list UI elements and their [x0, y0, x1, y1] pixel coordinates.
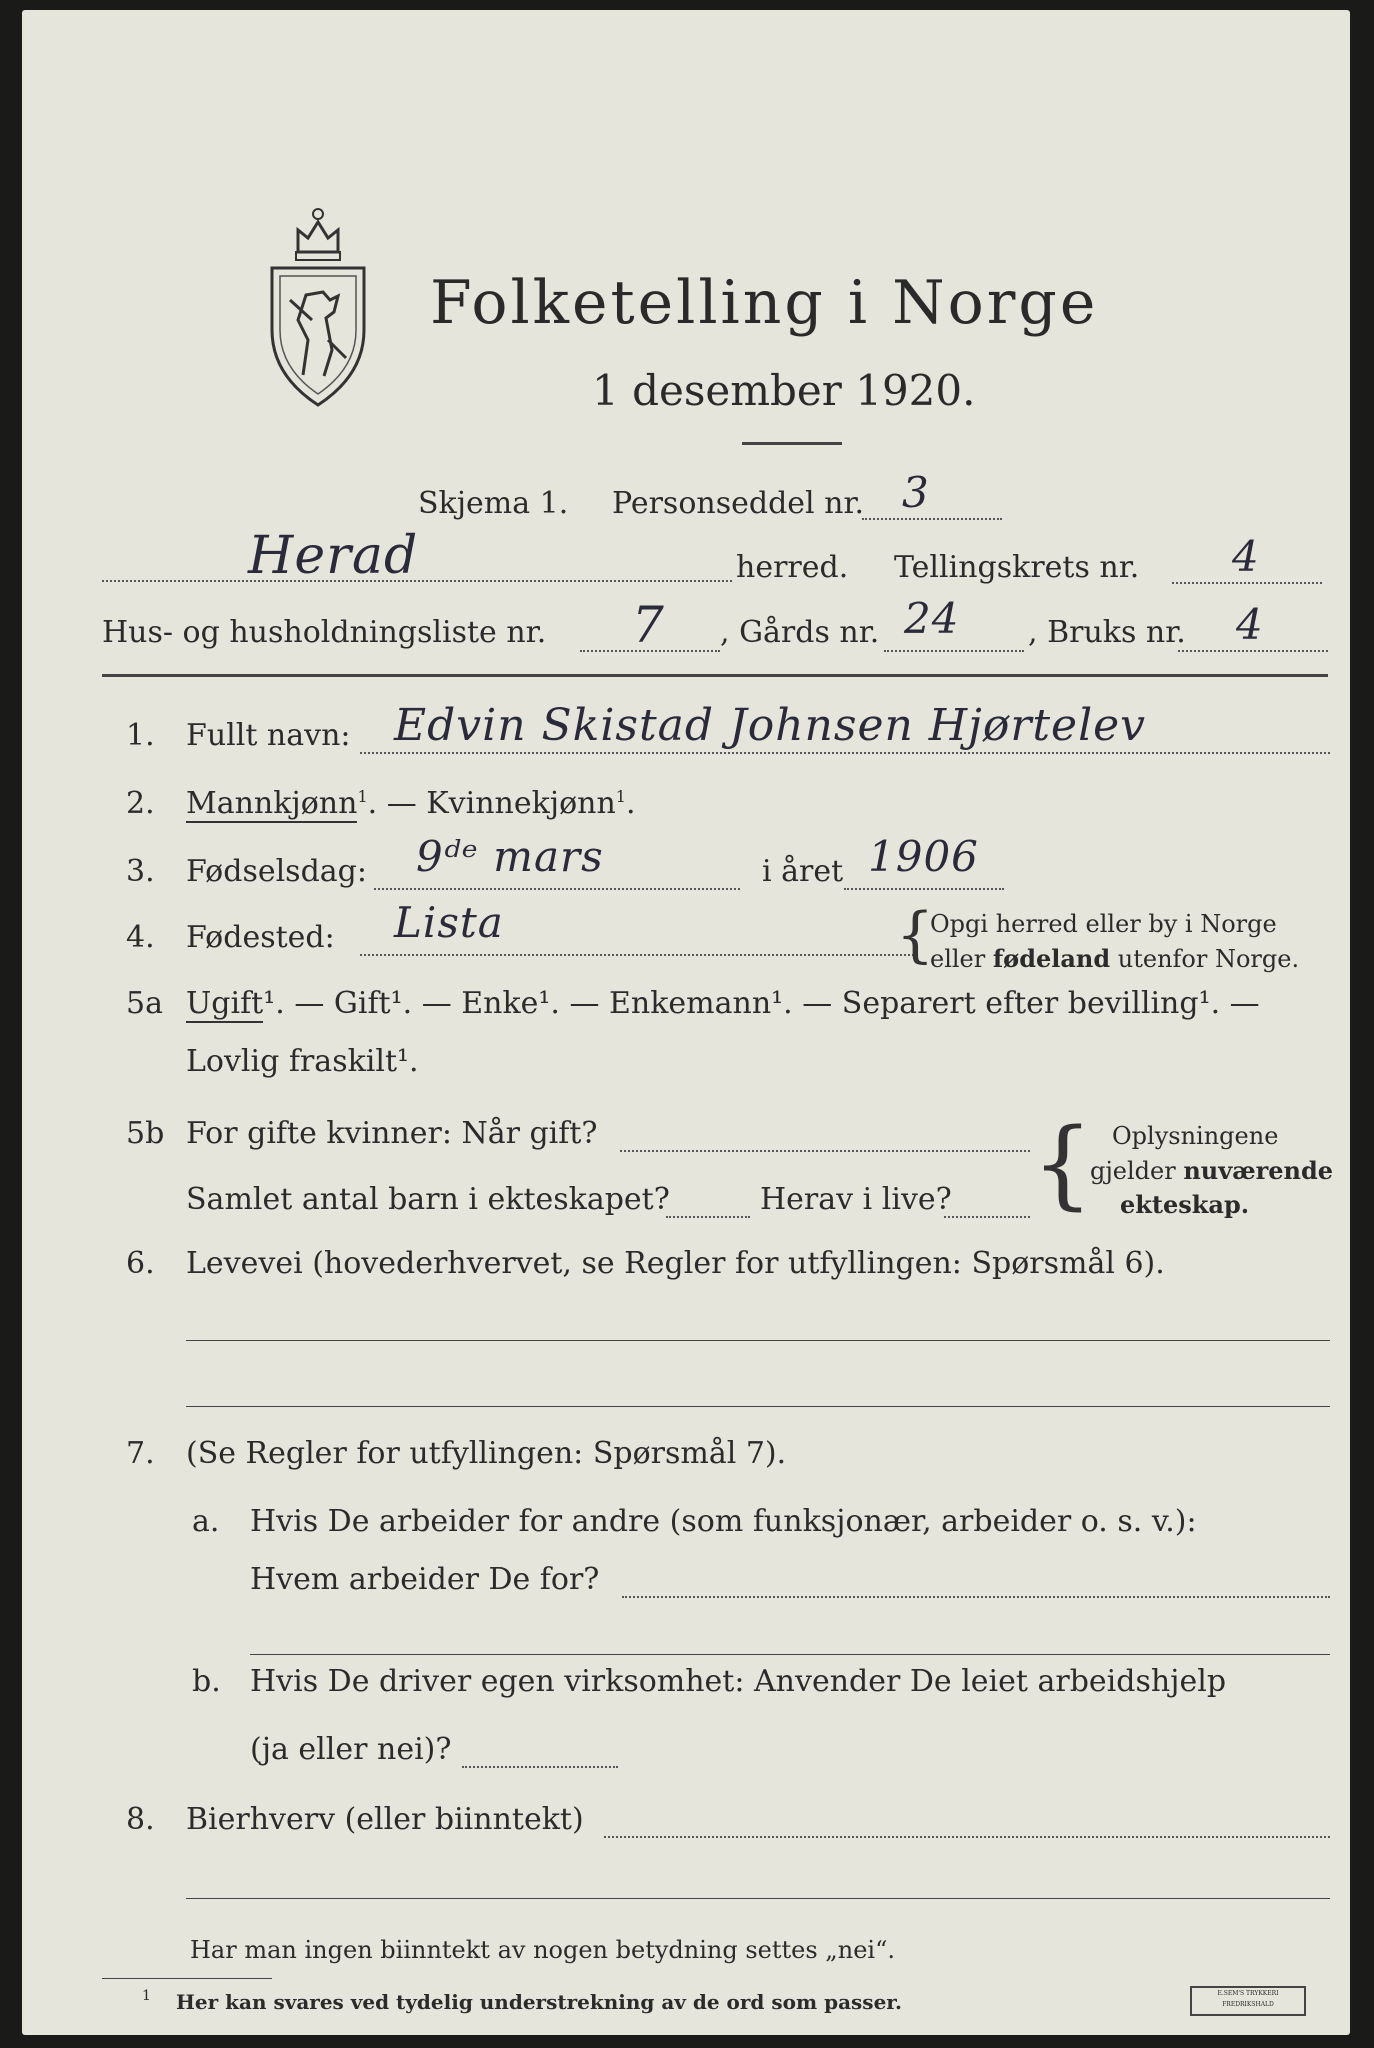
q5b-note-nuvaerende: nuværende	[1183, 1156, 1334, 1185]
q1-line	[360, 752, 1330, 754]
gards-label: , Gårds nr.	[720, 615, 880, 650]
q8-label: Bierhverv (eller biinntekt)	[186, 1802, 584, 1837]
schema-label: Skjema 1.	[418, 486, 569, 521]
birthplace-value: Lista	[394, 898, 504, 947]
q4-note-eller: eller	[930, 945, 993, 973]
q8-answer-line	[604, 1836, 1330, 1838]
q4-label: Fødested:	[186, 920, 335, 955]
bruks-value: 4	[1236, 600, 1264, 649]
bruks-line	[1178, 650, 1328, 652]
q5b-alive-label: Herav i live?	[760, 1182, 952, 1217]
q7a-answer-line2	[250, 1654, 1330, 1655]
footnote-text: Her kan svares ved tydelig understrekning av de ord som passer.	[176, 1990, 902, 2014]
q7b-line1: Hvis De driver egen virksomhet: Anvender De leiet arbeidshjelp	[250, 1664, 1227, 1699]
q5a-line2: Lovlig fraskilt¹.	[186, 1044, 419, 1079]
q8-number: 8.	[126, 1802, 155, 1837]
full-name-value: Edvin Skistad Johnsen Hjørtelev	[394, 700, 1147, 751]
q5b-note-line2	[1090, 1156, 1333, 1185]
q5b-married-line	[620, 1150, 1030, 1152]
q5a-options	[186, 986, 1260, 1021]
personseddel-label: Personseddel nr.	[612, 486, 865, 521]
q4-note-line1: Opgi herred eller by i Norge	[930, 910, 1277, 938]
personseddel-line	[862, 518, 1002, 520]
census-date: 1 desember 1920.	[592, 366, 976, 415]
q4-brace: {	[896, 900, 935, 970]
q7-label: (Se Regler for utfyllingen: Spørsmål 7).	[186, 1436, 787, 1471]
q8-answer-line2	[186, 1898, 1330, 1899]
q5b-note-gjelder: gjelder	[1090, 1157, 1184, 1185]
q5b-children-line	[666, 1216, 750, 1218]
herred-value: Herad	[248, 526, 419, 586]
birth-year-value: 1906	[868, 832, 979, 881]
herred-label: herred.	[736, 550, 849, 585]
q5a-other-options: ¹. — Gift¹. — Enke¹. — Enkemann¹. — Separert efter bevilling¹. —	[263, 986, 1260, 1021]
q2-male-sup: 1	[357, 787, 368, 806]
title-divider	[742, 442, 842, 445]
birthday-line	[374, 888, 740, 890]
q3-label: Fødselsdag:	[186, 854, 367, 889]
q7a-line2: Hvem arbeider De for?	[250, 1562, 600, 1597]
ugift-option-underlined: Ugift	[186, 986, 264, 1021]
q7a-answer-line	[622, 1596, 1330, 1598]
year-line	[844, 888, 1004, 890]
q4-note-fodeland: fødeland	[992, 944, 1111, 973]
q1-number: 1.	[126, 718, 155, 753]
q4-note-utenfor: utenfor Norge.	[1110, 945, 1300, 973]
tellingskrets-value: 4	[1232, 532, 1260, 581]
q7b-answer-line	[462, 1766, 618, 1768]
q5b-note-line3: ekteskap.	[1120, 1190, 1250, 1219]
q5b-brace: {	[1032, 1108, 1094, 1220]
birthday-value: 9ᵈᵉ mars	[416, 832, 604, 881]
census-form-page	[22, 10, 1350, 2035]
footnote-divider	[102, 1978, 272, 1979]
q5b-line1: For gifte kvinner: Når gift?	[186, 1116, 598, 1151]
q3-number: 3.	[126, 854, 155, 889]
q5b-children-label: Samlet antal barn i ekteskapet?	[186, 1182, 670, 1217]
q6-answer-line1	[186, 1340, 1330, 1341]
tellingskrets-line	[1172, 582, 1322, 584]
printer-stamp: E.SEM'S TRYKKERI FREDRIKSHALD	[1190, 1986, 1306, 2016]
q2-end: .	[625, 786, 636, 821]
q7-number: 7.	[126, 1436, 155, 1471]
gards-value: 24	[904, 594, 960, 643]
male-option-underlined: Mannkjønn	[186, 786, 358, 821]
husliste-value: 7	[632, 596, 665, 654]
q5b-note-line1: Oplysningene	[1112, 1122, 1279, 1150]
q2-separator: . —	[367, 786, 427, 821]
q6-number: 6.	[126, 1246, 155, 1281]
q7a-line1: Hvis De arbeider for andre (som funksjonær, arbeider o. s. v.):	[250, 1504, 1197, 1539]
q2-gender-options	[186, 786, 636, 821]
q7a-letter: a.	[192, 1504, 220, 1539]
q5b-number: 5b	[126, 1116, 165, 1151]
female-option: Kvinnekjønn	[426, 786, 616, 821]
gards-line	[884, 650, 1024, 652]
q2-number: 2.	[126, 786, 155, 821]
q7b-line2: (ja eller nei)?	[250, 1732, 452, 1767]
husliste-label: Hus- og husholdningsliste nr.	[102, 615, 547, 650]
q5b-alive-line	[944, 1216, 1030, 1218]
norwegian-coat-of-arms-icon	[268, 200, 368, 410]
q2-female-sup: 1	[615, 787, 626, 806]
personseddel-value: 3	[902, 468, 930, 517]
tellingskrets-label: Tellingskrets nr.	[894, 550, 1140, 585]
birthplace-line	[360, 954, 914, 956]
q4-note-line2	[930, 944, 1299, 973]
q4-number: 4.	[126, 920, 155, 955]
q5a-number: 5a	[126, 986, 163, 1021]
q7b-letter: b.	[192, 1664, 221, 1699]
footnote-mark: 1	[142, 1988, 151, 2004]
form-title: Folketelling i Norge	[430, 268, 1099, 338]
bruks-label: , Bruks nr.	[1028, 615, 1186, 650]
footer-note: Har man ingen biinntekt av nogen betydning settes „nei“.	[190, 1936, 895, 1964]
q6-label: Levevei (hovederhvervet, se Regler for utfyllingen: Spørsmål 6).	[186, 1246, 1165, 1281]
q1-label: Fullt navn:	[186, 718, 351, 753]
year-label: i året	[762, 854, 844, 889]
header-separator	[102, 674, 1328, 677]
q6-answer-line2	[186, 1406, 1330, 1407]
